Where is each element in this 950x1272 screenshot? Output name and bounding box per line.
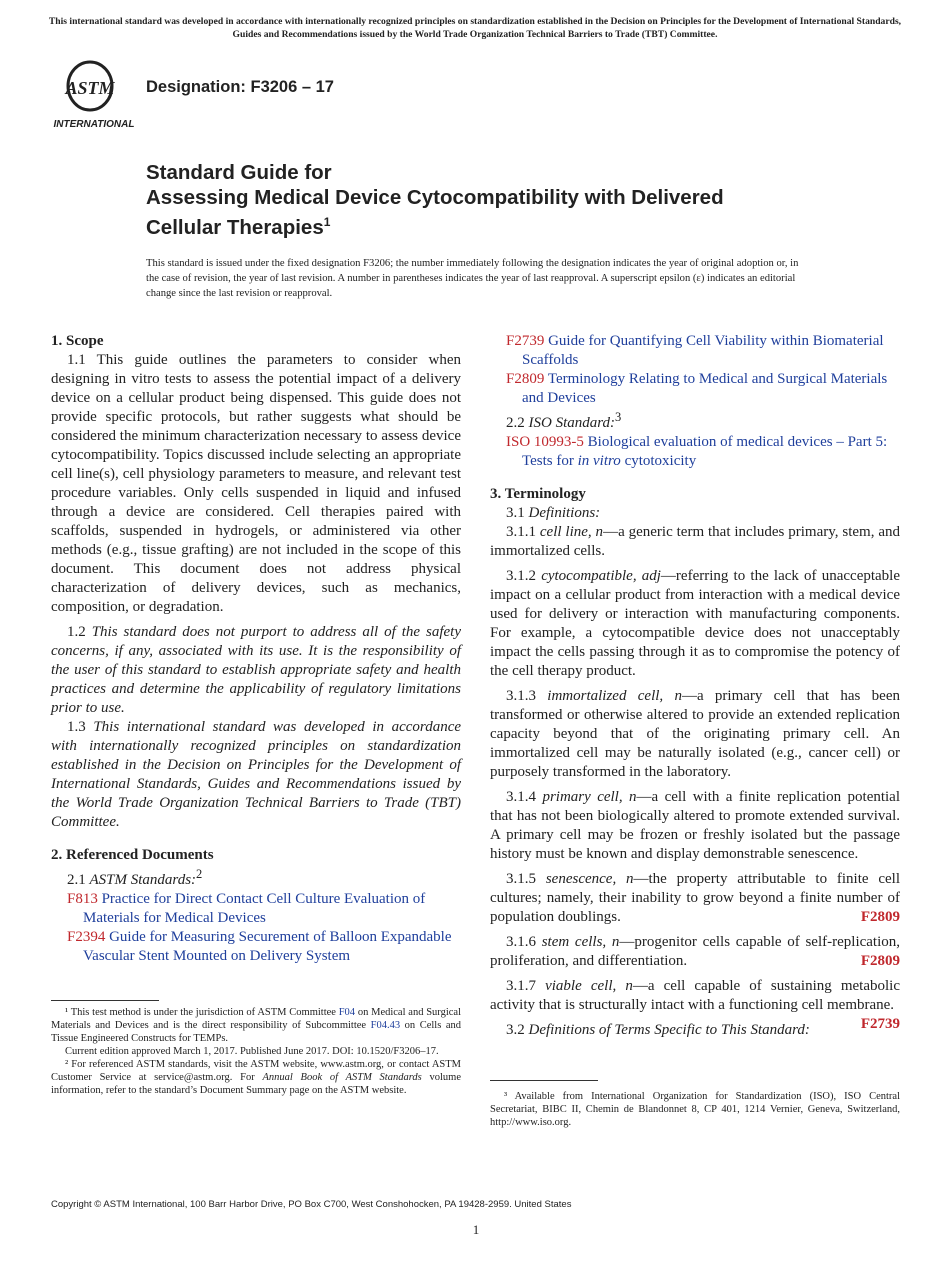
definition-3-1-3 xyxy=(490,687,900,782)
document-title xyxy=(146,160,866,240)
para-3-1 xyxy=(490,504,900,523)
definition-3-1-5 xyxy=(490,870,900,927)
committee-link[interactable]: F04 xyxy=(338,1007,356,1018)
def-text: —a primary cell that has been transformed or otherwise altered to provide an extended replication capacity beyond that of the originating primary cell. An immortalized cell may be naturally isolated (e.g., cancer cell) or purposely transformed in the laboratory. xyxy=(490,688,900,780)
def-ref-link[interactable]: F2809 xyxy=(860,953,900,969)
ref-title[interactable]: Terminology Relating to Medical and Surgical Materials and Devices xyxy=(522,371,888,406)
ref-code[interactable]: ISO 10993-5 xyxy=(506,434,584,450)
definition-3-1-1 xyxy=(490,523,900,561)
ref-f2739[interactable] xyxy=(490,332,900,370)
iso-title-italic[interactable]: in vitro xyxy=(577,453,621,469)
para-2-1-label: ASTM Standards: xyxy=(89,872,197,888)
section-3-heading: 3. Terminology xyxy=(490,486,586,502)
def-text: —referring to the lack of unacceptable impact on a cellular product from interaction with a medical device used for delivery or interaction with manufacturing components. For example, a cytocompatible device does not unacceptably impact the cells passing through it as to compromise the potency of the cell therapy product. xyxy=(490,568,901,679)
fn1-c: on Cells and Tissue Engineered Constructs for TEMPs. xyxy=(51,1020,462,1044)
ref-f813[interactable] xyxy=(51,890,461,928)
logo-text: INTERNATIONAL xyxy=(53,119,135,130)
ref-f2809[interactable] xyxy=(490,370,900,408)
logo-mark: ASTM xyxy=(65,78,115,98)
section-2-heading: 2. Referenced Documents xyxy=(51,847,214,863)
footnote-1-edition: Current edition approved March 1, 2017. Published June 2017. DOI: 10.1520/F3206–17. xyxy=(65,1046,439,1057)
page-number: 1 xyxy=(472,1222,480,1237)
top-notice: This international standard was developed in accordance with internationally recognized principles on standardization established in the Decision on Principles for the Development of International Standards, Guides and Recommendations issued by the World Trade Organization Technical Barriers to Trade (TBT) Committee. xyxy=(48,16,902,40)
para-1-2-text: This standard does not purport to address all of the safety concerns, if any, associated with its use. It is the responsibility of the user of this standard to establish appropriate safety and health practices and determine the applicability of regulatory limitations prior to use. xyxy=(51,624,462,716)
def-term: immortalized cell, n xyxy=(547,688,682,704)
ref-code[interactable]: F2809 xyxy=(506,371,545,387)
para-2-1-num: 2.1 xyxy=(67,872,86,888)
para-3-2-num: 3.2 xyxy=(506,1022,525,1038)
definition-3-1-4 xyxy=(490,788,900,864)
def-term: viable cell, n xyxy=(545,978,633,994)
para-2-2 xyxy=(490,408,900,433)
title-line-2: Assessing Medical Device Cytocompatibility with Delivered xyxy=(146,186,724,209)
iso-title-b[interactable]: cytotoxicity xyxy=(624,453,697,469)
para-1-3-num: 1.3 xyxy=(67,719,86,735)
para-2-1 xyxy=(51,865,461,890)
def-num: 3.1.7 xyxy=(506,978,536,994)
title-line-3: Cellular Therapies xyxy=(146,215,324,239)
ref-code[interactable]: F2739 xyxy=(506,333,545,349)
def-num: 3.1.4 xyxy=(506,789,536,805)
right-column xyxy=(490,332,900,1040)
para-1-2-num: 1.2 xyxy=(67,624,86,640)
footnote-2 xyxy=(51,1058,461,1097)
footnotes-left xyxy=(51,1000,461,1097)
def-num: 3.1.3 xyxy=(506,688,536,704)
def-num: 3.1.6 xyxy=(506,934,536,950)
footnote-1 xyxy=(51,1006,461,1045)
astm-logo xyxy=(52,58,136,130)
ref-title[interactable]: Guide for Quantifying Cell Viability within Biomaterial Scaffolds xyxy=(522,333,884,368)
def-text: —progenitor cells capable of self-replication, proliferation, and differentiation. xyxy=(490,934,901,969)
def-term: senescence, n xyxy=(545,871,634,887)
para-2-2-num: 2.2 xyxy=(506,415,525,431)
para-1-3 xyxy=(51,718,461,832)
iso-title-a[interactable]: Biological evaluation of medical devices – Part 5: Tests for xyxy=(522,434,888,469)
def-term: cell line, n xyxy=(539,524,604,540)
title-line-1: Standard Guide for xyxy=(146,161,332,184)
para-2-2-label: ISO Standard: xyxy=(528,415,616,431)
subcommittee-link[interactable]: F04.43 xyxy=(370,1020,401,1031)
ref-f2394[interactable] xyxy=(51,928,461,966)
para-1-3-text: This international standard was developed in accordance with internationally recognized principles on standardization established in the Decision on Principles for the Development of International Standards, Guides and Recommendations issued by the World Trade Organization Technical Barriers to Trade (TBT) Committee. xyxy=(51,719,462,830)
designation: Designation: F3206 – 17 xyxy=(146,78,334,96)
def-ref-link[interactable]: F2809 xyxy=(860,909,900,925)
fn2-a: ² For referenced ASTM standards, visit the ASTM website, www.astm.org, or contact ASTM Customer Service at service@astm.org. For xyxy=(51,1059,461,1083)
fn1-a: ¹ This test method is under the jurisdiction of ASTM Committee xyxy=(65,1007,336,1018)
para-2-2-sup: 3 xyxy=(615,410,622,424)
def-ref-link[interactable]: F2739 xyxy=(860,1016,900,1032)
para-3-2 xyxy=(490,1021,900,1040)
issuance-note: This standard is issued under the fixed designation F3206; the number immediately following the designation indicates the year of original adoption or, in the case of revision, the year of last revision. A number in parentheses indicates the year of last reapproval. A superscript epsilon (ε) indicates an editorial change since the last revision or reapproval. xyxy=(146,258,799,299)
def-term: primary cell, n xyxy=(542,789,637,805)
def-term: stem cells, n xyxy=(541,934,620,950)
para-1-1: 1.1 This guide outlines the parameters to consider when designing in vitro tests to assess the potential impact of a delivery device on a cellular product being dispensed. This guide does not provide specific protocols, but rather suggests what should be considered the minimum characterization necessary to assess device cytocompatibility. Topics discussed include selecting an appropriate cell line(s), cell physiology parameters to measure, and relevant test procedure variables. Only cells suspended in liquid and infused through a device are considered. Cell therapies paired with scaffolds, suspended in hydrogels, or administered via other methods (e.g., tissue grafting) are not included in the scope of this document. This document does not address physical characterization of delivery devices, such as mechanics, composition, or degradation. xyxy=(51,352,461,615)
footnote-3: ³ Available from International Organization for Standardization (ISO), ISO Central Secretariat, BIBC II, Chemin de Blandonnet 8, CP 401, 1214 Vernier, Geneva, Switzerland, http://www.iso.org. xyxy=(490,1091,900,1128)
title-footnote-mark: 1 xyxy=(323,215,331,229)
fn2-italic: Annual Book of ASTM Standards xyxy=(262,1072,422,1083)
definition-3-1-6 xyxy=(490,933,900,971)
ref-title[interactable]: Practice for Direct Contact Cell Culture Evaluation of Materials for Medical Devices xyxy=(83,891,426,926)
para-3-1-label: Definitions: xyxy=(528,505,601,521)
section-1-heading: 1. Scope xyxy=(51,333,104,349)
left-column xyxy=(51,332,461,966)
def-text: —the property attributable to finite cell cultures; namely, their inability to grow beyond a finite number of population doublings. xyxy=(490,871,901,925)
def-num: 3.1.2 xyxy=(506,568,536,584)
para-2-1-sup: 2 xyxy=(196,867,203,881)
definition-3-1-2 xyxy=(490,567,900,681)
para-3-2-label: Definitions of Terms Specific to This Standard: xyxy=(528,1022,810,1038)
para-1-2 xyxy=(51,623,461,718)
def-text: —a cell capable of sustaining metabolic activity that is structurally intact with a functioning cell membrane. xyxy=(490,978,900,1013)
ref-code[interactable]: F813 xyxy=(67,891,98,907)
def-text: —a cell with a finite replication potential that has not been biologically altered to promote extended survival. A primary cell may be frozen or freshly isolated but the passage history must be known and display demonstrable senescence. xyxy=(490,789,901,862)
para-3-1-num: 3.1 xyxy=(506,505,525,521)
def-num: 3.1.5 xyxy=(506,871,536,887)
ref-iso-10993-5[interactable] xyxy=(490,433,900,471)
def-text: —a generic term that includes primary, stem, and immortalized cells. xyxy=(490,524,901,559)
def-term: cytocompatible, adj xyxy=(541,568,661,584)
fn1-b: on Medical and Surgical Materials and Devices and is the direct responsibility of Subcommittee xyxy=(51,1007,462,1031)
ref-code[interactable]: F2394 xyxy=(67,929,106,945)
ref-title[interactable]: Guide for Measuring Securement of Balloon Expandable Vascular Stent Mounted on Delivery System xyxy=(83,929,452,964)
copyright: Copyright © ASTM International, 100 Barr Harbor Drive, PO Box C700, West Conshohocken, PA 19428-2959. United States xyxy=(51,1199,572,1210)
footnotes-right xyxy=(490,1080,900,1129)
def-num: 3.1.1 xyxy=(506,524,536,540)
fn2-b: volume information, refer to the standard’s Document Summary page on the ASTM website. xyxy=(51,1072,462,1096)
